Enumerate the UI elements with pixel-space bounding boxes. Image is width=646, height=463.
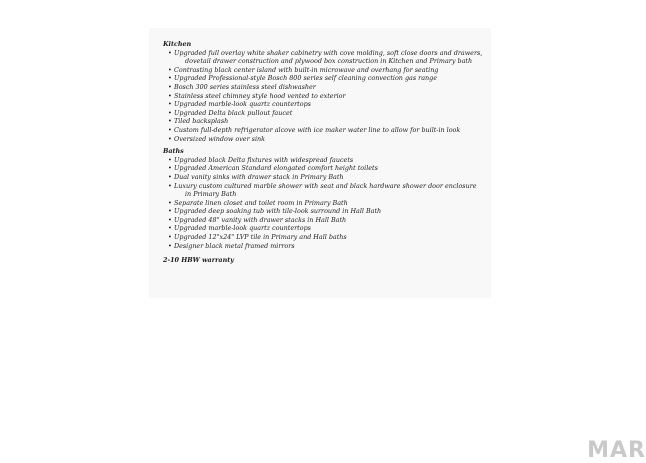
kitchen-list [163, 49, 485, 144]
list-item: • Upgraded American Standard elongated comfort height toilets [163, 164, 485, 173]
list-item: • Upgraded marble-look quartz countertops [163, 224, 485, 233]
list-item: • Dual vanity sinks with drawer stack in Primary Bath [163, 173, 485, 182]
list-item: • Custom full-depth refrigerator alcove with ice maker water line to allow for built-in look [163, 126, 485, 135]
list-item: • Upgraded Delta black pullout faucet [163, 109, 485, 118]
list-item: • Tiled backsplash [163, 117, 485, 126]
list-item: • Luxury custom cultured marble shower with seat and black hardware shower door enclosure in Primary Bath [163, 182, 485, 199]
features-document [163, 40, 485, 265]
list-item: • Oversized window over sink [163, 135, 485, 144]
list-item: • Separate linen closet and toilet room in Primary Bath [163, 199, 485, 208]
baths-heading: Baths [163, 147, 184, 156]
list-item: • Upgraded 12"x24" LVP tile in Primary and Hall baths [163, 233, 485, 242]
watermark-logo: MAR [587, 438, 646, 463]
baths-list [163, 156, 485, 251]
list-item: • Upgraded marble-look quartz countertops [163, 100, 485, 109]
list-item: • Upgraded full overlay white shaker cabinetry with cove molding, soft close doors and drawers, dovetail drawer construction and plywood box construction in Kitchen and Primary bath [163, 49, 485, 66]
list-item: • Designer black metal framed mirrors [163, 242, 485, 251]
list-item: • Upgraded 48" vanity with drawer stacks in Hall Bath [163, 216, 485, 225]
warranty-note: 2-10 HBW warranty [163, 256, 234, 265]
list-item: • Upgraded Professional-style Bosch 800 series self cleaning convection gas range [163, 74, 485, 83]
list-item: • Upgraded black Delta fixtures with widespread faucets [163, 156, 485, 165]
list-item: • Upgraded deep soaking tub with tile-look surround in Hall Bath [163, 207, 485, 216]
kitchen-heading: Kitchen [163, 40, 192, 48]
list-item: • Contrasting black center island with built-in microwave and overhang for seating [163, 66, 485, 75]
list-item: • Bosch 300 series stainless steel dishwasher [163, 83, 485, 92]
list-item: • Stainless steel chimney style hood vented to exterior [163, 92, 485, 101]
